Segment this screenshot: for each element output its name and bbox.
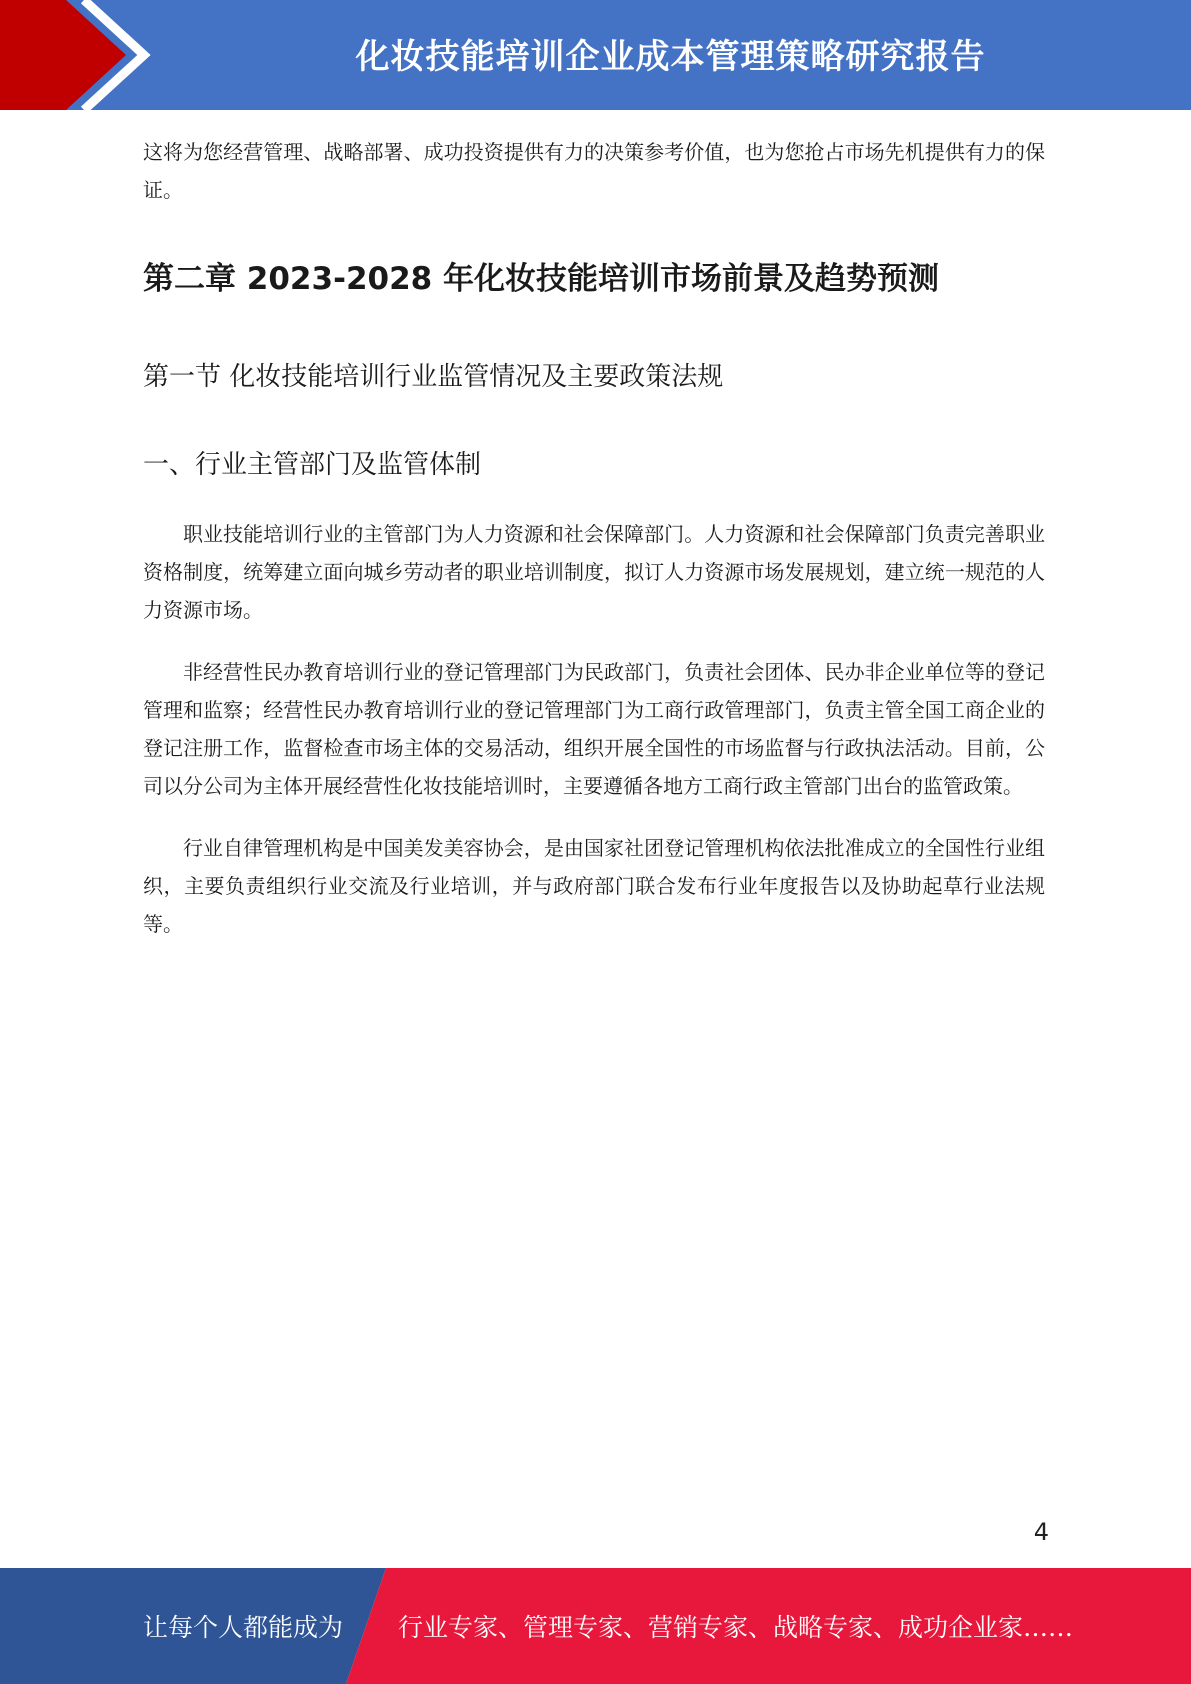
page-number: 4: [1033, 1518, 1049, 1546]
header-arrow-decoration: [0, 0, 160, 110]
section-title: 第一节 化妆技能培训行业监管情况及主要政策法规: [143, 362, 724, 392]
footer-band: [0, 1568, 1191, 1684]
chapter-title: 第二章 2023-2028 年化妆技能培训市场前景及趋势预测: [143, 261, 940, 297]
body-paragraph: 行业自律管理机构是中国美发美容协会，是由国家社团登记管理机构依法批准成立的全国性行业组织，主要负责组织行业交流及行业培训，并与政府部门联合发布行业年度报告以及协助起草行业法规等。: [143, 836, 1045, 936]
page-content: [143, 133, 1045, 943]
footer-slogan-left: 让每个人都能成为: [143, 1613, 344, 1642]
subsection-title: 一、行业主管部门及监管体制: [143, 450, 482, 480]
intro-paragraph: 这将为您经营管理、战略部署、成功投资提供有力的决策参考价值，也为您抢占市场先机提供有力的保证。: [143, 140, 1045, 202]
footer-slogan-right: 行业专家、管理专家、营销专家、战略专家、成功企业家……: [398, 1613, 1074, 1642]
body-paragraph: 职业技能培训行业的主管部门为人力资源和社会保障部门。人力资源和社会保障部门负责完善职业资格制度，统筹建立面向城乡劳动者的职业培训制度，拟订人力资源市场发展规划，建立统一规范的人力资源市场。: [143, 522, 1045, 622]
header-band: [0, 0, 1191, 110]
body-paragraph: 非经营性民办教育培训行业的登记管理部门为民政部门，负责社会团体、民办非企业单位等的登记管理和监察；经营性民办教育培训行业的登记管理部门为工商行政管理部门，负责主管全国工商企业的登记注册工作，监督检查市场主体的交易活动，组织开展全国性的市场监督与行政执法活动。目前，公司以分公司为主体开展经营性化妆技能培训时，主要遵循各地方工商行政主管部门出台的监管政策。: [143, 660, 1045, 798]
report-title: 化妆技能培训企业成本管理策略研究报告: [355, 36, 986, 77]
